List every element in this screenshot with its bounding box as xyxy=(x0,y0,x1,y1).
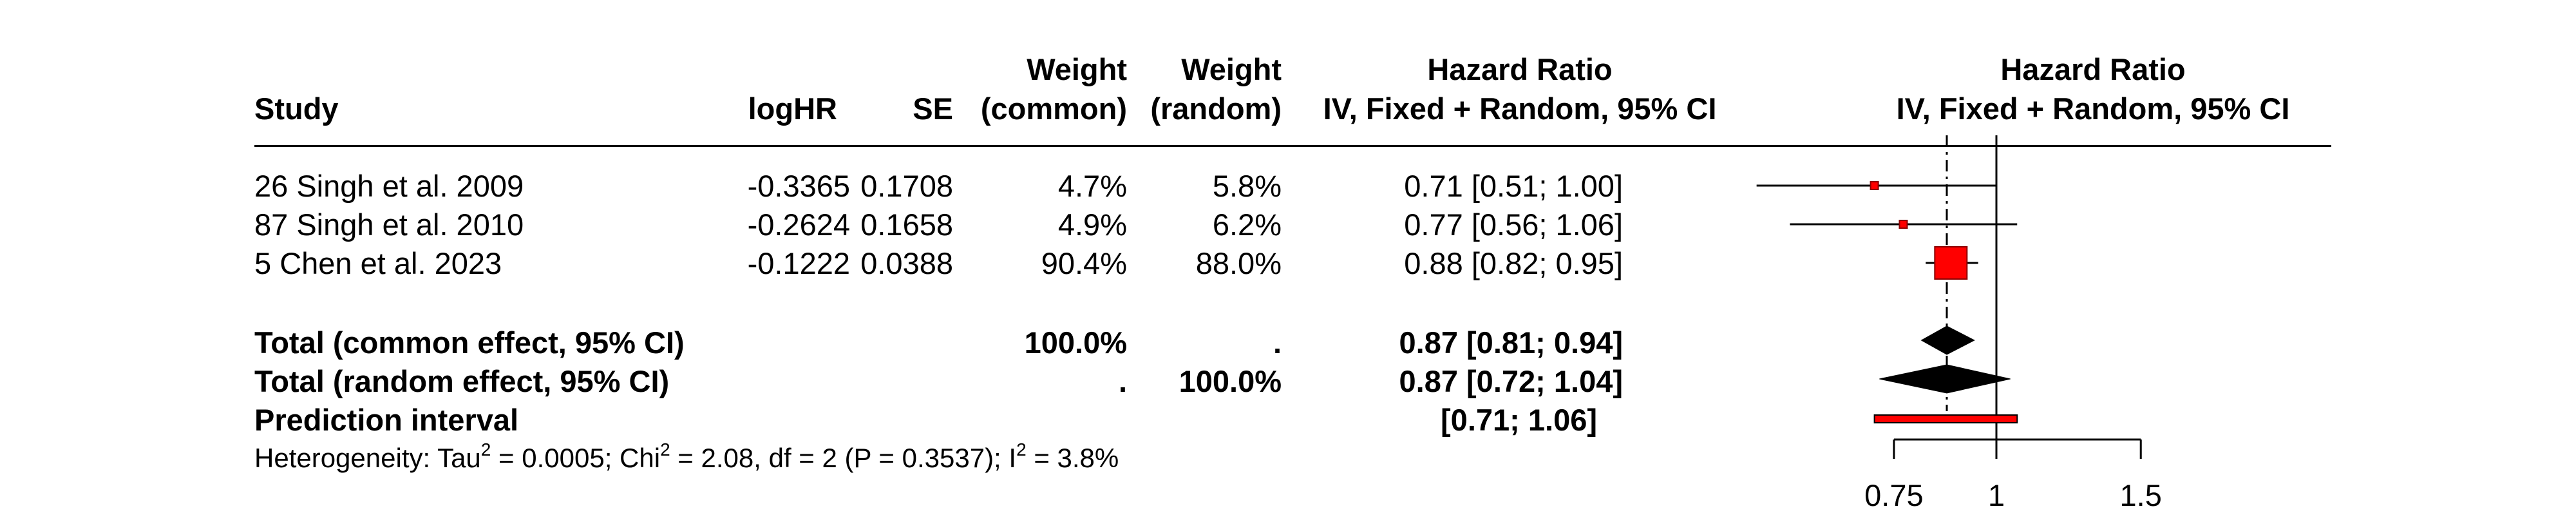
x-axis-tick-label-3: 1.5 xyxy=(2119,478,2162,512)
study-se: 0.0388 xyxy=(860,246,953,280)
header-study: Study xyxy=(254,92,339,126)
study-weight-random: 5.8% xyxy=(1212,169,1282,203)
study-square-3 xyxy=(1935,247,1967,279)
total-common-hr-ci: 0.87 [0.81; 0.94] xyxy=(1399,325,1623,360)
header-weight-common-line1: Weight xyxy=(1027,52,1127,86)
total-random-weight-random: 100.0% xyxy=(1179,364,1282,398)
study-square-1 xyxy=(1871,182,1879,189)
study-hr-ci: 0.77 [0.56; 1.06] xyxy=(1404,208,1623,242)
study-loghr: -0.3365 xyxy=(747,169,850,203)
study-weight-random: 6.2% xyxy=(1212,208,1282,242)
study-weight-common: 90.4% xyxy=(1041,246,1127,280)
study-square-2 xyxy=(1899,220,1907,228)
random-effect-diamond xyxy=(1879,365,2010,393)
common-effect-diamond xyxy=(1921,326,1974,354)
study-weight-common: 4.9% xyxy=(1057,208,1127,242)
study-hr-ci: 0.88 [0.82; 0.95] xyxy=(1404,246,1623,280)
prediction-ci: [0.71; 1.06] xyxy=(1441,403,1597,437)
header-weight-random-line1: Weight xyxy=(1181,52,1282,86)
header-plot-line2: IV, Fixed + Random, 95% CI xyxy=(1896,92,2290,126)
study-name: 5 Chen et al. 2023 xyxy=(254,246,502,280)
study-name: 26 Singh et al. 2009 xyxy=(254,169,524,203)
prediction-label: Prediction interval xyxy=(254,403,519,437)
total-common-label: Total (common effect, 95% CI) xyxy=(254,325,685,360)
x-axis-tick-label-1: 0.75 xyxy=(1864,478,1924,512)
header-weight-common-line2: (common) xyxy=(980,92,1127,126)
study-se: 0.1658 xyxy=(860,208,953,242)
study-loghr: -0.2624 xyxy=(747,208,850,242)
study-name: 87 Singh et al. 2010 xyxy=(254,208,524,242)
header-hr-line1: Hazard Ratio xyxy=(1427,52,1613,86)
study-hr-ci: 0.71 [0.51; 1.00] xyxy=(1404,169,1623,203)
prediction-interval-bar xyxy=(1875,415,2018,423)
study-se: 0.1708 xyxy=(860,169,953,203)
header-plot-line1: Hazard Ratio xyxy=(2000,52,2186,86)
study-weight-random: 88.0% xyxy=(1195,246,1282,280)
header-hr-line2: IV, Fixed + Random, 95% CI xyxy=(1323,92,1717,126)
header-se: SE xyxy=(913,92,953,126)
total-random-hr-ci: 0.87 [0.72; 1.04] xyxy=(1399,364,1623,398)
header-weight-random-line2: (random) xyxy=(1150,92,1282,126)
heterogeneity-statistics: Heterogeneity: Tau$^2$ = 0.0005; Chi$^2$ = 2.08, df = 2 (P = 0.3537); $I^2 = 3.8\%$ xyxy=(254,440,1119,473)
total-common-weight-random: . xyxy=(1273,325,1282,360)
total-random-weight-common: . xyxy=(1118,364,1127,398)
x-axis-tick-label-2: 1 xyxy=(1987,478,2005,512)
header-loghr: logHR xyxy=(748,92,837,126)
total-common-weight-common: 100.0% xyxy=(1024,325,1127,360)
total-random-label: Total (random effect, 95% CI) xyxy=(254,364,670,398)
study-weight-common: 4.7% xyxy=(1057,169,1127,203)
study-loghr: -0.1222 xyxy=(747,246,850,280)
